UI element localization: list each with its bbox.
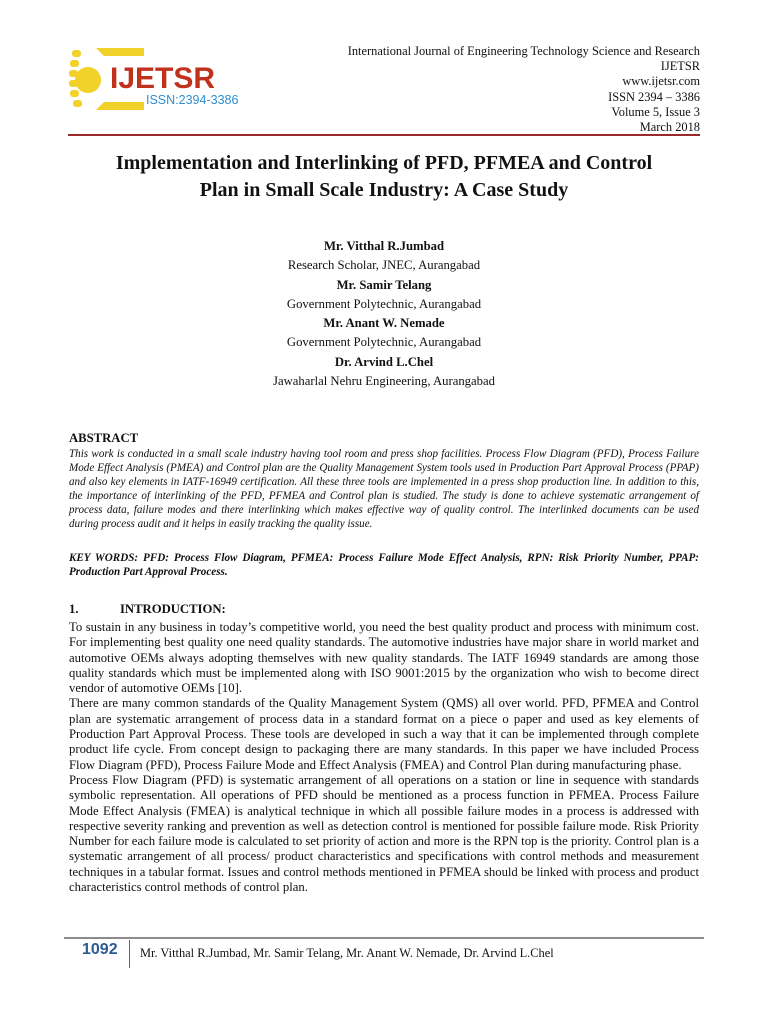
ijetsr-logo-icon bbox=[66, 40, 256, 118]
introduction-body bbox=[69, 620, 699, 895]
journal-date: March 2018 bbox=[639, 120, 700, 135]
paper-title bbox=[60, 150, 708, 204]
footer-authors: Mr. Vitthal R.Jumbad, Mr. Samir Telang, Mr. Anant W. Nemade, Dr. Arvind L.Chel bbox=[140, 946, 554, 960]
paragraph: To sustain in any business in today’s competitive world, you need the best quality product and process with minimum cost. For implementing best quality one need quality standards. The automotive industries have major share in world market and automotive OEMs always adopting themselves with new quality standards. The IATF 16949 standards are among those quality standards which must be implemented along with ISO 9001:2015 by the organization who wish to become direct vendor of automotive OEMs [10]. bbox=[69, 620, 699, 696]
author-affiliation: Research Scholar, JNEC, Aurangabad bbox=[287, 258, 481, 273]
journal-volume-issue: Volume 5, Issue 3 bbox=[611, 104, 700, 119]
section-title: INTRODUCTION: bbox=[120, 602, 226, 616]
logo-name: IJETSR bbox=[110, 62, 216, 95]
section-number: 1. bbox=[69, 602, 79, 616]
journal-abbrev: IJETSR bbox=[660, 59, 700, 74]
author-name: Mr. Vitthal R.Jumbad bbox=[323, 239, 445, 253]
journal-logo bbox=[66, 40, 256, 118]
author-name: Mr. Anant W. Nemade bbox=[323, 316, 445, 331]
paper-title-line-1: Implementation and Interlinking of PFD, PFMEA and Control bbox=[115, 152, 653, 174]
author-affiliation: Government Polytechnic, Aurangabad bbox=[286, 335, 482, 350]
header-divider bbox=[68, 134, 700, 136]
section-heading-introduction bbox=[69, 602, 226, 617]
page-number: 1092 bbox=[82, 941, 118, 958]
author-affiliation: Government Polytechnic, Aurangabad bbox=[286, 296, 482, 311]
footer-divider bbox=[64, 937, 704, 939]
paragraph: Process Flow Diagram (PFD) is systematic arrangement of all operations on a station or line in sequence with standards symbolic representation. All operations of PFD should be mentioned as a process function in PFMEA. Process Failure Mode Effect Analysis (FMEA) is analytical technique in which all possible failure modes in a process is addressed with respective severity ranking and prevention as well as detection control is mentioned for possible failure mode. Risk Priority Number for each failure mode is calculated to set priority of action and more is the RPN top is the priority. Control plan is a systematic arrangement of all process/ product characteristics and specifications with control methods and measurement techniques in a tabular format. Issues and control methods mentioned in PFMEA should be linked with process and product characteristics control methods of control plan. bbox=[69, 772, 699, 895]
footer-vertical-divider bbox=[129, 940, 130, 968]
journal-website: www.ijetsr.com bbox=[622, 74, 700, 89]
abstract-text: This work is conducted in a small scale industry having tool room and press shop facilities. Process Flow Diagram (PFD), Process Failure Mode Effect Analysis (PMEA) and Control plan are the Quality Management System tools used in Production Part Approval Process (PPAP) and also key elements in IATF-16949 certification. All these three tools are implemented in a press shop production line. In addition to this, the importance of interlinking of the PFD, PFMEA and Control plan is studied. The study is done to achieve systematic arrangement of process data, failure modes and there interlinking which makes effective way of quality control. The interlinked documents can be used during process audit and it helps in easily tracking the quality issue. bbox=[69, 448, 699, 530]
journal-name: International Journal of Engineering Technology Science and Research bbox=[347, 44, 700, 58]
author-list bbox=[100, 237, 668, 391]
logo-yellow-circle bbox=[75, 67, 101, 93]
journal-header-info bbox=[348, 44, 700, 135]
logo-issn: ISSN:2394-3386 bbox=[146, 93, 239, 107]
abstract-heading: ABSTRACT bbox=[69, 431, 139, 445]
author-name: Mr. Samir Telang bbox=[336, 277, 432, 292]
author-name: Dr. Arvind L.Chel bbox=[334, 354, 434, 369]
journal-issn: ISSN 2394 – 3386 bbox=[608, 89, 700, 104]
keywords: KEY WORDS: PFD: Process Flow Diagram, PFMEA: Process Failure Mode Effect Analysis, RPN: Risk Priority Number, PPAP: Production Part Approval Process. bbox=[69, 552, 699, 579]
paragraph: There are many common standards of the Quality Management System (QMS) all over world. PFD, PFMEA and Control plan are systematic arrangement of process data in a standard format on a piece o paper and used as key elements of Production Part Approval Process. These tools are developed in such a way that it can be implemented through complete product life cycle. From concept design to packaging there are many standards. In this paper we have included Process Flow Diagram (PFD), Process Failure Mode and Effect Analysis (FMEA) and Control Plan during manufacturing phase. bbox=[69, 696, 699, 772]
paper-title-line-2: Plan in Small Scale Industry: A Case Study bbox=[199, 179, 569, 201]
author-affiliation: Jawaharlal Nehru Engineering, Aurangabad bbox=[273, 374, 495, 389]
